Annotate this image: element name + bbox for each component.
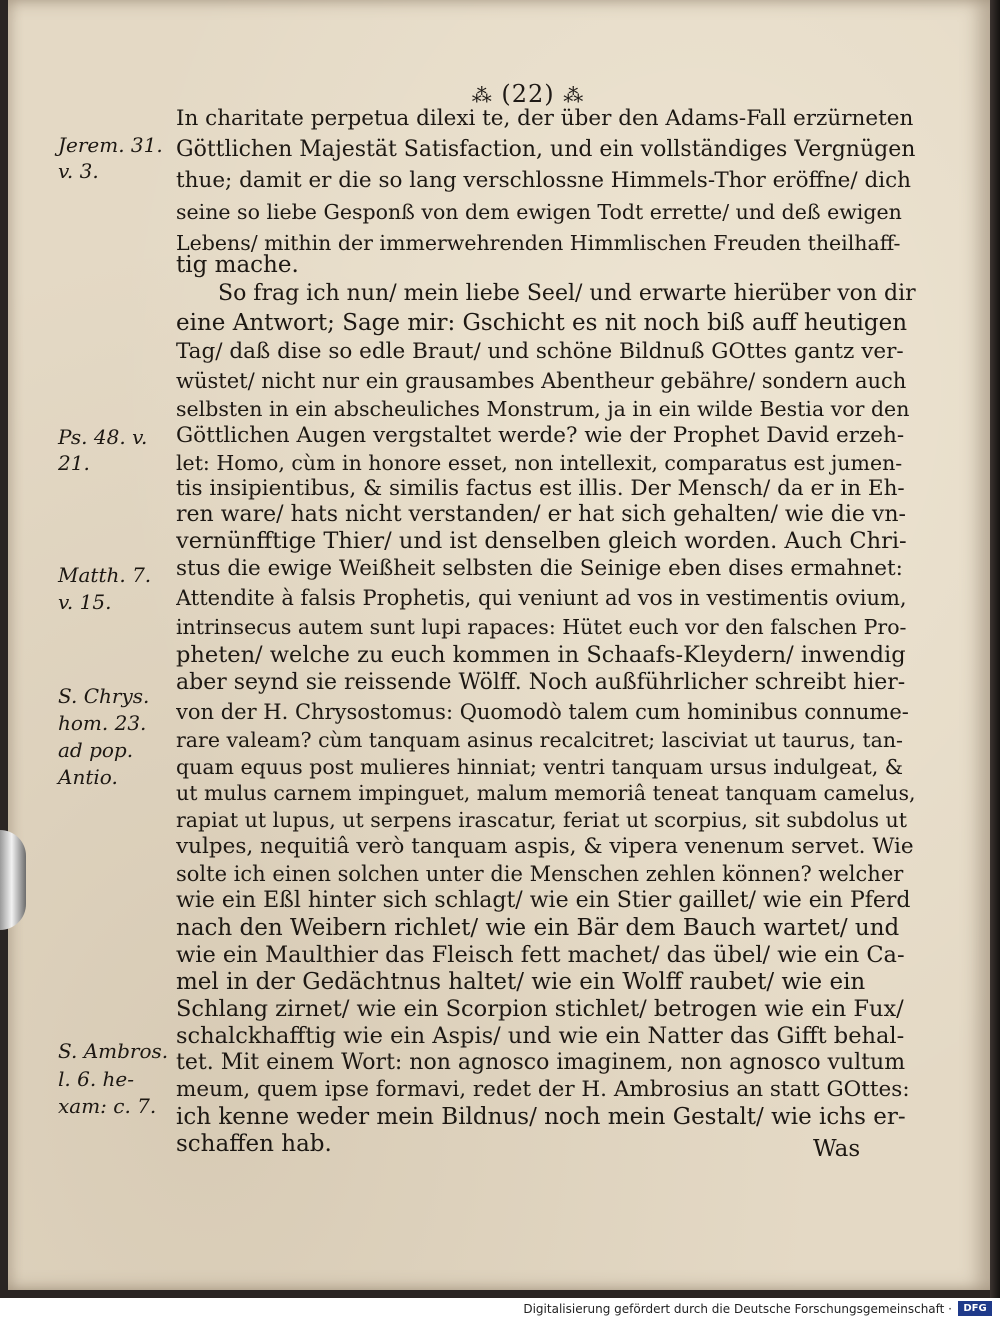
- ornament-left-icon: ⁂: [471, 83, 493, 107]
- text-line: rapiat ut lupus, ut serpens irascatur, feriat ut scorpius, sit subdolus ut: [176, 808, 907, 832]
- text-line: intrinsecus autem sunt lupi rapaces: Hütet euch vor den falschen Pro-: [176, 615, 907, 639]
- book-clip: [0, 830, 26, 930]
- text-line: So frag ich nun/ mein liebe Seel/ und erwarte hierüber von dir: [218, 281, 916, 306]
- text-line: tig mache.: [176, 252, 299, 278]
- margin-note: v. 3.: [58, 159, 99, 183]
- margin-note: l. 6. he-: [58, 1067, 135, 1091]
- text-line: ut mulus carnem impinguet, malum memoriâ teneat tanquam camelus,: [176, 781, 916, 805]
- text-line: tis insipientibus, & similis factus est illis. Der Mensch/ da er in Eh-: [176, 476, 905, 501]
- text-line: Tag/ daß dise so edle Braut/ und schöne Bildnuß GOttes gantz ver-: [176, 339, 904, 364]
- funding-credit: Digitalisierung gefördert durch die Deutsche Forschungsgemeinschaft ·: [523, 1302, 952, 1316]
- text-line: let: Homo, cùm in honore esset, non intellexit, comparatus est jumen-: [176, 451, 903, 475]
- margin-note: xam: c. 7.: [58, 1094, 157, 1118]
- text-line: Göttlichen Augen vergstaltet werde? wie der Prophet David erzeh-: [176, 423, 905, 448]
- text-line: rare valeam? cùm tanquam asinus recalcitret; lasciviat ut taurus, tan-: [176, 728, 903, 752]
- page-number: (22): [501, 80, 555, 108]
- text-line: ich kenne weder mein Bildnus/ noch mein Gestalt/ wie ichs er-: [176, 1104, 906, 1130]
- text-line: selbsten in ein abscheuliches Monstrum, ja in ein wilde Bestia vor den: [176, 397, 910, 421]
- ornament-right-icon: ⁂: [563, 83, 585, 107]
- margin-note: S. Ambros.: [58, 1039, 169, 1063]
- margin-note: hom. 23.: [58, 711, 147, 735]
- text-line: schalckhafftig wie ein Aspis/ und wie ein Natter das Gifft behal-: [176, 1023, 905, 1049]
- margin-note: v. 15.: [58, 590, 112, 614]
- margin-note: Ps. 48. v.: [58, 425, 148, 449]
- margin-note: ad pop.: [58, 738, 134, 762]
- text-line: schaffen hab.: [176, 1131, 332, 1157]
- text-line: Attendite à falsis Prophetis, qui veniunt ad vos in vestimentis ovium,: [176, 586, 907, 610]
- dfg-logo-icon: DFG: [958, 1301, 992, 1316]
- margin-note: Jerem. 31.: [58, 133, 163, 157]
- text-line: meum, quem ipse formavi, redet der H. Ambrosius an statt GOttes:: [176, 1077, 910, 1102]
- text-line: mel in der Gedächtnus haltet/ wie ein Wolff raubet/ wie ein: [176, 969, 866, 995]
- text-line: vulpes, nequitiâ verò tanquam aspis, & vipera venenum servet. Wie: [176, 834, 914, 859]
- paper-page: [8, 0, 993, 1290]
- text-line: seine so liebe Gesponß von dem ewigen Todt errette/ und deß ewigen: [176, 200, 902, 224]
- text-line: von der H. Chrysostomus: Quomodò talem cum hominibus connume-: [176, 700, 909, 724]
- text-line: stus die ewige Weißheit selbsten die Seinige eben dises ermahnet:: [176, 556, 903, 581]
- text-line: pheten/ welche zu euch kommen in Schaafs-Kleydern/ inwendig: [176, 642, 906, 668]
- text-line: solte ich einen solchen unter die Menschen zehlen können? welcher: [176, 862, 904, 886]
- margin-note: S. Chrys.: [58, 684, 150, 708]
- text-line: tet. Mit einem Wort: non agnosco imaginem, non agnosco vultum: [176, 1050, 906, 1075]
- text-line: ren ware/ hats nicht verstanden/ er hat sich gehalten/ wie die vn-: [176, 502, 906, 527]
- text-line: Schlang zirnet/ wie ein Scorpion stichlet/ betrogen wie ein Fux/: [176, 996, 904, 1022]
- text-line: quam equus post mulieres hinniat; ventri tanquam ursus indulgeat, &: [176, 755, 903, 779]
- text-line: wie ein Eßl hinter sich schlagt/ wie ein Stier gaillet/ wie ein Pferd: [176, 888, 911, 913]
- text-line: wie ein Maulthier das Fleisch fett machet/ das übel/ wie ein Ca-: [176, 942, 905, 968]
- text-line: eine Antwort; Sage mir: Gschicht es nit noch biß auff heutigen: [176, 310, 908, 336]
- text-line: Göttlichen Majestät Satisfaction, und ein vollständiges Vergnügen: [176, 137, 916, 162]
- text-line: aber seynd sie reissende Wölff. Noch außführlicher schreibt hier-: [176, 670, 906, 695]
- catchword: Was: [813, 1136, 861, 1162]
- text-line: thue; damit er die so lang verschlossne Himmels-Thor eröffne/ dich: [176, 168, 911, 193]
- text-line: vernünfftige Thier/ und ist denselben gleich worden. Auch Chri-: [176, 528, 907, 554]
- binding-shadow: [990, 0, 1000, 1298]
- text-line: nach den Weibern richlet/ wie ein Bär dem Bauch wartet/ und: [176, 915, 900, 941]
- text-line: Lebens/ mithin der immerwehrenden Himmlischen Freuden theilhaff-: [176, 231, 901, 255]
- text-line: In charitate perpetua dilexi te, der über den Adams-Fall erzürneten: [176, 106, 914, 131]
- margin-note: Antio.: [58, 765, 118, 789]
- footer-bar: [0, 1298, 1000, 1321]
- margin-note: 21.: [58, 451, 90, 475]
- margin-note: Matth. 7.: [58, 563, 152, 587]
- text-line: wüstet/ nicht nur ein grausambes Abentheur gebähre/ sondern auch: [176, 369, 907, 393]
